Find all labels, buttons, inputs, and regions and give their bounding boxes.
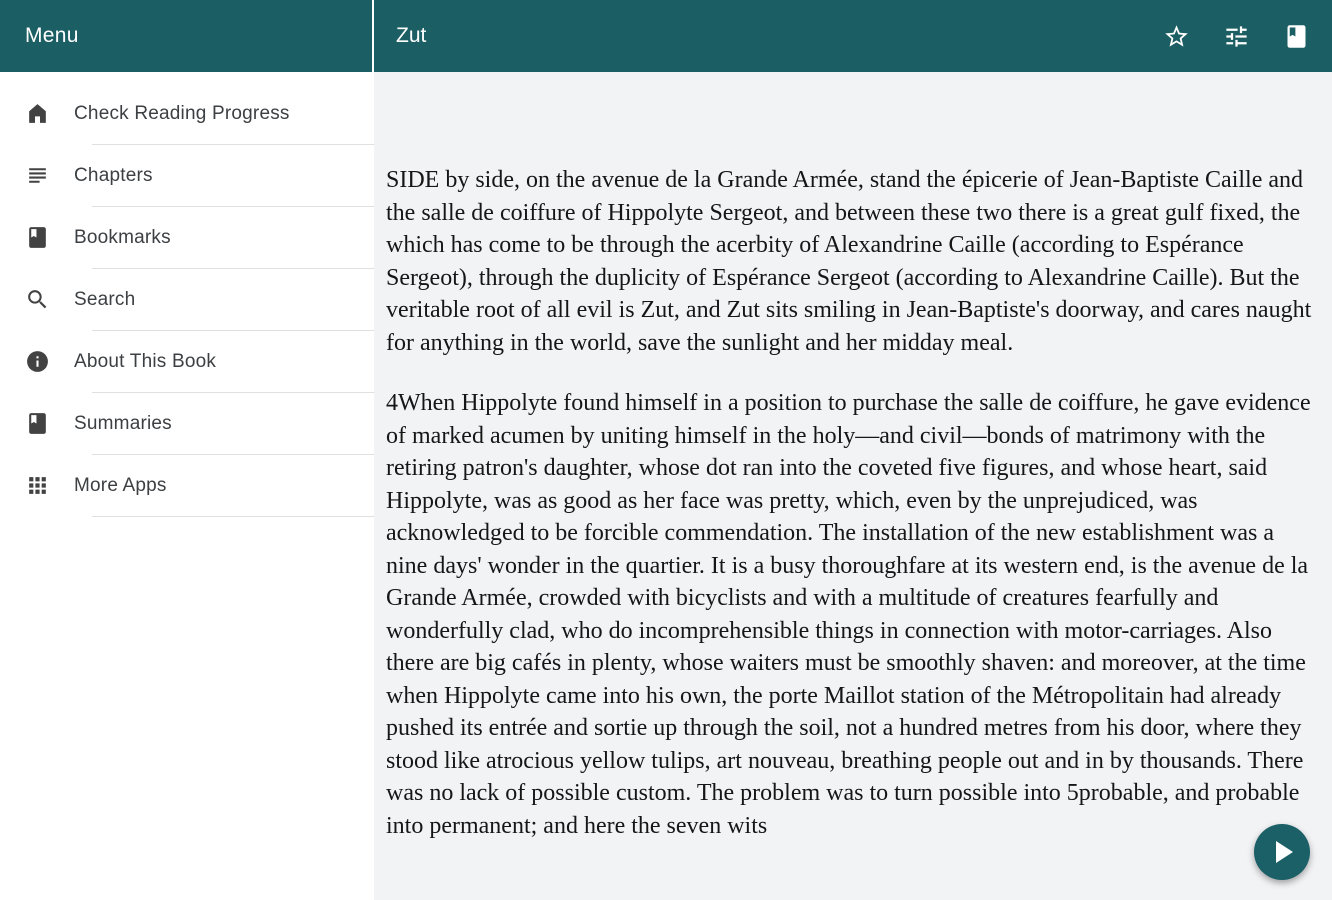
topbar-actions	[1163, 23, 1310, 50]
sidebar-item-check-reading-progress[interactable]	[0, 83, 374, 144]
reading-pane[interactable]	[374, 72, 1332, 900]
favorite-star-icon[interactable]	[1163, 23, 1190, 50]
book-icon	[0, 225, 74, 250]
menu-sidebar	[0, 72, 374, 900]
home-icon	[0, 101, 74, 126]
sidebar-item-chapters[interactable]	[0, 145, 374, 206]
sidebar-item-label: Check Reading Progress	[74, 102, 290, 124]
chapters-icon	[0, 163, 74, 188]
sidebar-item-bookmarks[interactable]	[0, 207, 374, 268]
play-icon	[1276, 841, 1293, 863]
sidebar-item-label: Search	[74, 288, 136, 310]
menu-header	[0, 0, 374, 72]
page-title: Zut	[396, 24, 427, 47]
sidebar-item-summaries[interactable]	[0, 393, 374, 454]
search-icon	[0, 287, 74, 312]
book-paragraph: SIDE by side, on the avenue de la Grande Armée, stand the épicerie of Jean-Baptiste Caille and the salle de coiffure of Hippolyte Sergeot, and between these two there is a great gulf fixed, the which has come to be through the acerbity of Alexandrine Caille (according to Espérance Sergeot), through the duplicity of Espérance Sergeot (according to Alexandrine Caille). But the veritable root of all evil is Zut, and Zut sits smiling in Jean-Baptiste's doorway, and cares naught for anything in the world, save the sunlight and her midday meal.	[386, 167, 1312, 356]
book-icon	[0, 411, 74, 436]
menu-title: Menu	[25, 24, 79, 47]
sidebar-item-label: More Apps	[74, 474, 167, 496]
apps-grid-icon	[0, 473, 74, 498]
sidebar-item-label: About This Book	[74, 350, 217, 372]
info-icon	[0, 349, 74, 374]
sidebar-item-label: Bookmarks	[74, 226, 171, 248]
book-paragraph: 4When Hippolyte found himself in a position to purchase the salle de coiffure, he gave evidence of marked acumen by uniting himself in the holy—and civil—bonds of matrimony with the retiring patron's daughter, whose dot ran into the coveted five figures, and whose heart, said Hippolyte, was as good as her face was pretty, which, even by the unprejudiced, was acknowledged to be forcible commendation. The installation of the new establishment was a nine days' wonder in the quartier. It is a busy thoroughfare at its western end, is the avenue de la Grande Armée, crowded with bicyclists and with a multitude of creatures fearfully and wonderfully clad, who do incomprehensible things in connection with motor-carriages. Also there are big cafés in plenty, whose waiters must be smoothly shaven: and moreover, at the time when Hippolyte came into his own, the porte Maillot station of the Métropolitain had already pushed its entrée and sortie up through the soil, not a hundred metres from his door, where they stood like atrocious yellow tulips, art nouveau, breathing people out and in by thousands. There was no lack of possible custom. The problem was to turn possible into 5probable, and probable into permanent; and here the seven wits	[386, 390, 1311, 839]
top-app-bar	[0, 0, 1332, 72]
play-fab-button[interactable]	[1254, 824, 1310, 880]
sidebar-item-label: Summaries	[74, 412, 172, 434]
sidebar-item-label: Chapters	[74, 164, 153, 186]
reader-header	[374, 0, 1332, 72]
sidebar-item-more-apps[interactable]	[0, 455, 374, 516]
sidebar-item-about-this-book[interactable]	[0, 331, 374, 392]
sidebar-item-search[interactable]	[0, 269, 374, 330]
reading-mode-book-icon[interactable]	[1283, 23, 1310, 50]
tune-settings-icon[interactable]	[1223, 23, 1250, 50]
divider	[92, 516, 374, 517]
